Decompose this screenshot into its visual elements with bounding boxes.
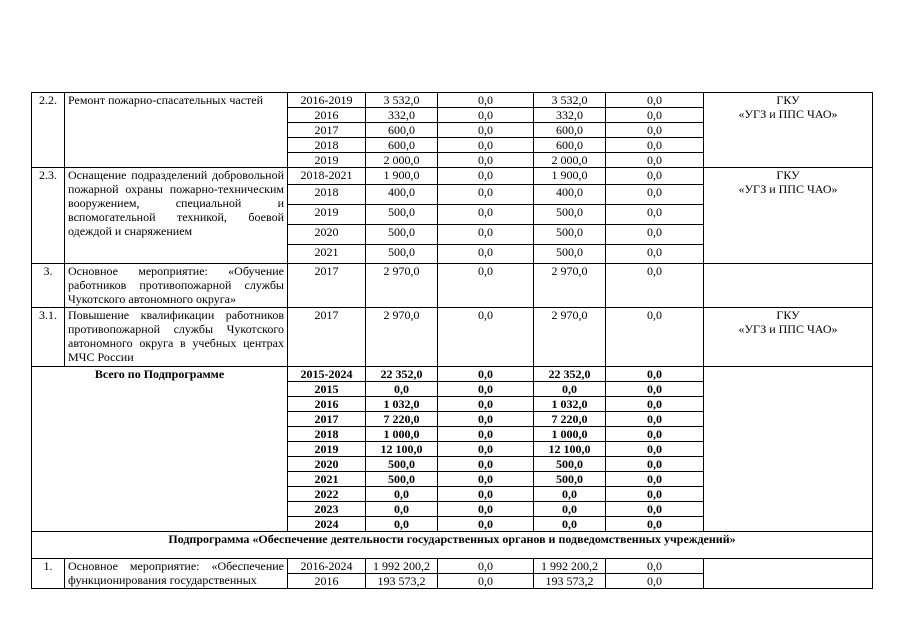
amount-cell: 0,0 <box>438 457 534 472</box>
amount-cell: 0,0 <box>606 559 704 574</box>
amount-cell: 500,0 <box>534 457 606 472</box>
period-cell: 2016-2019 <box>288 93 366 108</box>
period-cell: 2018 <box>288 185 366 205</box>
period-cell: 2017 <box>288 123 366 138</box>
amount-cell: 0,0 <box>606 502 704 517</box>
period-cell: 2015-2024 <box>288 367 366 382</box>
period-cell: 2016 <box>288 108 366 123</box>
amount-cell: 500,0 <box>366 472 438 487</box>
amount-cell: 0,0 <box>438 412 534 427</box>
amount-cell: 0,0 <box>438 123 534 138</box>
responsible-cell <box>704 93 873 168</box>
amount-cell: 7 220,0 <box>534 412 606 427</box>
amount-cell: 193 573,2 <box>366 574 438 589</box>
amount-cell: 0,0 <box>438 574 534 589</box>
amount-cell: 332,0 <box>534 108 606 123</box>
period-cell: 2016 <box>288 397 366 412</box>
amount-cell: 0,0 <box>366 517 438 532</box>
table-row <box>32 559 873 574</box>
amount-cell: 0,0 <box>606 123 704 138</box>
amount-cell: 0,0 <box>438 153 534 168</box>
amount-cell: 0,0 <box>438 472 534 487</box>
amount-cell: 0,0 <box>438 397 534 412</box>
amount-cell: 0,0 <box>438 225 534 245</box>
amount-cell: 0,0 <box>438 367 534 382</box>
amount-cell: 600,0 <box>534 138 606 153</box>
amount-cell: 332,0 <box>366 108 438 123</box>
activity-name: Основное мероприятие: «Обучение работников противопожарной службы Чукотского автономного округа» <box>65 264 288 308</box>
amount-cell: 0,0 <box>606 367 704 382</box>
amount-cell: 0,0 <box>438 205 534 225</box>
period-cell: 2023 <box>288 502 366 517</box>
amount-cell: 0,0 <box>534 487 606 502</box>
period-cell: 2024 <box>288 517 366 532</box>
period-cell: 2021 <box>288 245 366 264</box>
amount-cell: 500,0 <box>366 457 438 472</box>
row-number: 2.2. <box>32 93 65 168</box>
activity-name: Оснащение подразделений добровольной пожарной охраны пожарно-техническим вооружением, специальной и вспомогательной техникой, боевой одеждой и снаряжением <box>65 168 288 264</box>
amount-cell: 0,0 <box>606 308 704 367</box>
amount-cell: 0,0 <box>606 427 704 442</box>
amount-cell: 7 220,0 <box>366 412 438 427</box>
period-cell: 2021 <box>288 472 366 487</box>
amount-cell: 0,0 <box>606 205 704 225</box>
table-row <box>32 168 873 185</box>
amount-cell: 0,0 <box>438 185 534 205</box>
amount-cell: 0,0 <box>606 264 704 308</box>
amount-cell: 600,0 <box>534 123 606 138</box>
amount-cell: 500,0 <box>366 225 438 245</box>
amount-cell: 0,0 <box>438 308 534 367</box>
amount-cell: 400,0 <box>366 185 438 205</box>
amount-cell: 500,0 <box>534 225 606 245</box>
period-cell: 2018-2021 <box>288 168 366 185</box>
amount-cell: 0,0 <box>606 225 704 245</box>
row-number: 3. <box>32 264 65 308</box>
amount-cell: 0,0 <box>438 427 534 442</box>
activity-name: Повышение квалификации работников противопожарной службы Чукотского автономного округа в учебных центрах МЧС России <box>65 308 288 367</box>
amount-cell: 0,0 <box>438 138 534 153</box>
row-number: 3.1. <box>32 308 65 367</box>
amount-cell: 0,0 <box>534 517 606 532</box>
amount-cell: 0,0 <box>366 487 438 502</box>
amount-cell: 2 970,0 <box>366 264 438 308</box>
period-cell: 2017 <box>288 308 366 367</box>
amount-cell: 1 032,0 <box>534 397 606 412</box>
section-title: Подпрограмма «Обеспечение деятельности государственных органов и подведомственных учреждений» <box>32 532 873 559</box>
amount-cell: 193 573,2 <box>534 574 606 589</box>
period-cell: 2019 <box>288 153 366 168</box>
responsible-org-name: «УГЗ и ППС ЧАО» <box>738 182 838 196</box>
amount-cell: 0,0 <box>606 108 704 123</box>
amount-cell: 1 000,0 <box>366 427 438 442</box>
period-cell: 2019 <box>288 442 366 457</box>
table-body <box>32 93 873 589</box>
amount-cell: 500,0 <box>366 245 438 264</box>
period-cell: 2017 <box>288 264 366 308</box>
amount-cell: 500,0 <box>366 205 438 225</box>
amount-cell: 0,0 <box>606 487 704 502</box>
amount-cell: 0,0 <box>438 487 534 502</box>
amount-cell: 0,0 <box>534 502 606 517</box>
amount-cell: 2 000,0 <box>534 153 606 168</box>
responsible-org: ГКУ <box>776 93 800 107</box>
responsible-cell <box>704 559 873 589</box>
amount-cell: 12 100,0 <box>534 442 606 457</box>
amount-cell: 0,0 <box>606 517 704 532</box>
amount-cell: 0,0 <box>534 382 606 397</box>
amount-cell: 0,0 <box>438 559 534 574</box>
amount-cell: 0,0 <box>606 382 704 397</box>
amount-cell: 500,0 <box>534 472 606 487</box>
amount-cell: 600,0 <box>366 138 438 153</box>
amount-cell: 0,0 <box>438 168 534 185</box>
amount-cell: 0,0 <box>438 382 534 397</box>
row-number: 1. <box>32 559 65 589</box>
amount-cell: 1 900,0 <box>534 168 606 185</box>
amount-cell: 3 532,0 <box>366 93 438 108</box>
amount-cell: 0,0 <box>606 245 704 264</box>
amount-cell: 0,0 <box>606 412 704 427</box>
amount-cell: 0,0 <box>366 502 438 517</box>
period-cell: 2016 <box>288 574 366 589</box>
amount-cell: 1 992 200,2 <box>366 559 438 574</box>
amount-cell: 400,0 <box>534 185 606 205</box>
amount-cell: 2 970,0 <box>534 308 606 367</box>
amount-cell: 0,0 <box>606 397 704 412</box>
section-row <box>32 532 873 559</box>
amount-cell: 2 970,0 <box>534 264 606 308</box>
amount-cell: 0,0 <box>606 93 704 108</box>
period-cell: 2019 <box>288 205 366 225</box>
amount-cell: 2 970,0 <box>366 308 438 367</box>
period-cell: 2022 <box>288 487 366 502</box>
amount-cell: 0,0 <box>606 153 704 168</box>
amount-cell: 22 352,0 <box>534 367 606 382</box>
responsible-cell <box>704 308 873 367</box>
responsible-org-name: «УГЗ и ППС ЧАО» <box>738 107 838 121</box>
activity-name: Основное мероприятие: «Обеспечение функционирования государственных <box>65 559 288 589</box>
table-row <box>32 264 873 308</box>
amount-cell: 0,0 <box>366 382 438 397</box>
responsible-cell <box>704 168 873 264</box>
amount-cell: 1 032,0 <box>366 397 438 412</box>
table-row <box>32 308 873 367</box>
amount-cell: 12 100,0 <box>366 442 438 457</box>
amount-cell: 1 000,0 <box>534 427 606 442</box>
amount-cell: 0,0 <box>438 93 534 108</box>
responsible-org: ГКУ <box>776 168 800 182</box>
period-cell: 2020 <box>288 225 366 245</box>
amount-cell: 0,0 <box>606 457 704 472</box>
program-table <box>31 92 873 589</box>
period-cell: 2017 <box>288 412 366 427</box>
amount-cell: 0,0 <box>606 185 704 205</box>
amount-cell: 22 352,0 <box>366 367 438 382</box>
amount-cell: 0,0 <box>438 517 534 532</box>
amount-cell: 600,0 <box>366 123 438 138</box>
table-row <box>32 93 873 108</box>
amount-cell: 0,0 <box>606 472 704 487</box>
amount-cell: 0,0 <box>438 108 534 123</box>
responsible-cell <box>704 264 873 308</box>
amount-cell: 0,0 <box>606 574 704 589</box>
total-label: Всего по Подпрограмме <box>32 367 288 532</box>
amount-cell: 1 992 200,2 <box>534 559 606 574</box>
period-cell: 2018 <box>288 427 366 442</box>
amount-cell: 1 900,0 <box>366 168 438 185</box>
period-cell: 2016-2024 <box>288 559 366 574</box>
amount-cell: 0,0 <box>606 442 704 457</box>
responsible-org-name: «УГЗ и ППС ЧАО» <box>738 322 838 336</box>
activity-name: Ремонт пожарно-спасательных частей <box>65 93 288 168</box>
responsible-cell <box>704 367 873 532</box>
period-cell: 2018 <box>288 138 366 153</box>
responsible-org: ГКУ <box>776 308 800 322</box>
amount-cell: 0,0 <box>438 502 534 517</box>
amount-cell: 2 000,0 <box>366 153 438 168</box>
period-cell: 2015 <box>288 382 366 397</box>
amount-cell: 500,0 <box>534 245 606 264</box>
amount-cell: 0,0 <box>438 245 534 264</box>
total-row <box>32 367 873 382</box>
amount-cell: 0,0 <box>606 168 704 185</box>
amount-cell: 0,0 <box>438 442 534 457</box>
row-number: 2.3. <box>32 168 65 264</box>
amount-cell: 0,0 <box>438 264 534 308</box>
amount-cell: 0,0 <box>606 138 704 153</box>
amount-cell: 500,0 <box>534 205 606 225</box>
amount-cell: 3 532,0 <box>534 93 606 108</box>
period-cell: 2020 <box>288 457 366 472</box>
